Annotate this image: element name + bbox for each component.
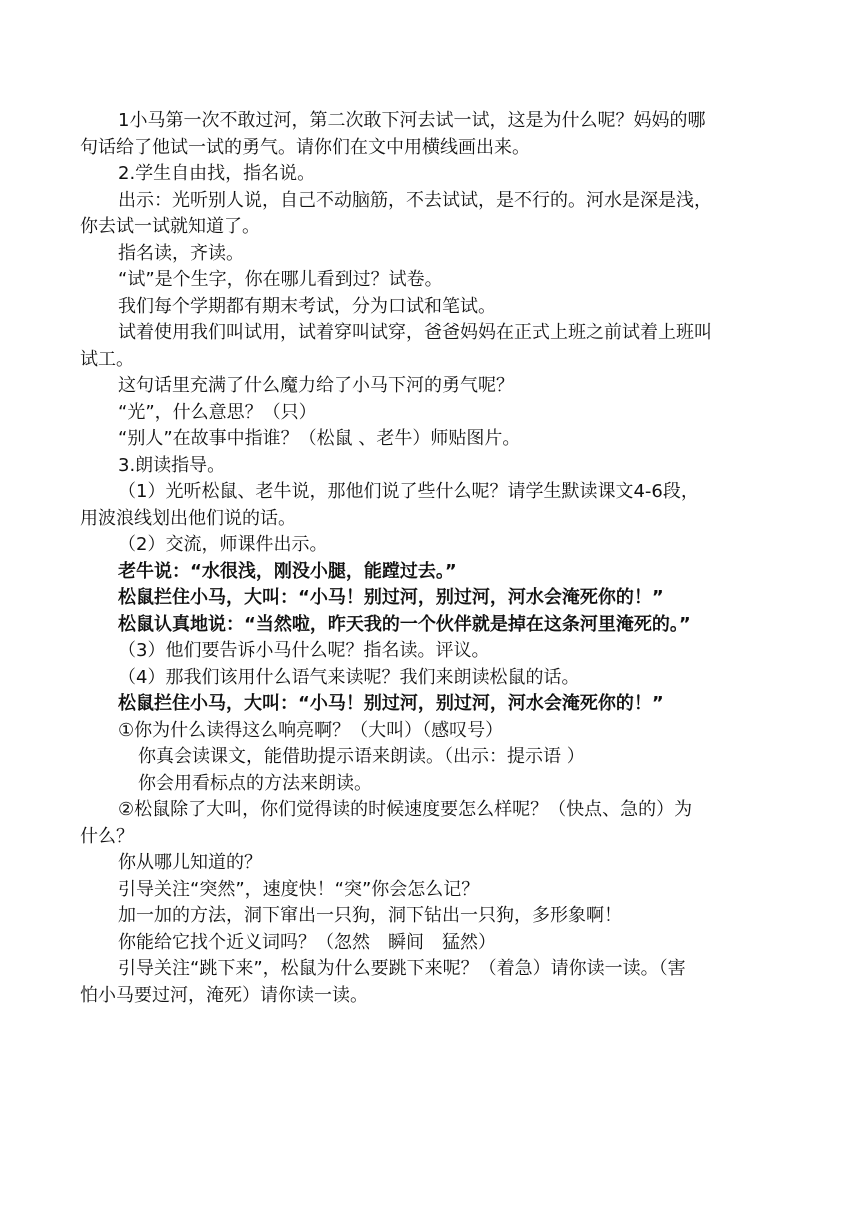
paragraph-12-line-1: （1）光听松鼠、老牛说，那他们说了些什么呢？请学生默读课文4-6段，	[118, 481, 699, 502]
quote-squirrel-serious: 松鼠认真地说：“当然啦，昨天我的一个伙伴就是掉在这条河里淹死的。”	[118, 613, 691, 635]
paragraph-1-line-1: 1小马第一次不敢过河，第二次敢下河去试一试，这是为什么呢？妈妈的哪	[118, 110, 706, 131]
paragraph-5: “试”是个生字，你在哪儿看到过？试卷。	[118, 269, 443, 290]
paragraph-25: 引导关注“突然”，速度快！“突”你会怎么记？	[118, 878, 480, 900]
quote-old-cow: 老牛说：“水很浅，刚没小腿，能蹚过去。”	[118, 560, 457, 582]
paragraph-28-line-2: 怕小马要过河，淹死）请你读一读。	[80, 984, 368, 1006]
paragraph-20: ①你为什么读得这么响亮啊？（大叫）（感叹号）	[118, 719, 504, 741]
paragraph-27: 你能给它找个近义词吗？（忽然 瞬间 猛然）	[118, 931, 496, 953]
paragraph-7-line-2: 试工。	[80, 348, 134, 370]
paragraph-18: （4）那我们该用什么语气来读呢？我们来朗读松鼠的话。	[118, 666, 580, 688]
paragraph-8: 这句话里充满了什么魔力给了小马下河的勇气呢？	[118, 375, 514, 396]
paragraph-22: 你会用看标点的方法来朗读。	[138, 772, 372, 794]
paragraph-3-line-2: 你去试一试就知道了。	[80, 216, 260, 237]
paragraph-23-line-1: ②松鼠除了大叫，你们觉得读的时候速度要怎么样呢？（快点、急的）为	[118, 799, 693, 820]
paragraph-10: “别人”在故事中指谁？（松鼠 、老牛）师贴图片。	[118, 428, 521, 449]
quote-squirrel-shout-repeat: 松鼠拦住小马，大叫：“小马！别过河，别过河，河水会淹死你的！”	[118, 693, 664, 714]
quote-squirrel-shout: 松鼠拦住小马，大叫：“小马！别过河，别过河，河水会淹死你的！”	[118, 587, 664, 608]
paragraph-7-line-1: 试着使用我们叫试用，试着穿叫试穿，爸爸妈妈在正式上班之前试着上班叫	[118, 322, 712, 343]
paragraph-11: 3.朗读指导。	[118, 454, 226, 476]
paragraph-3-line-1: 出示：光听别人说，自己不动脑筋，不去试试，是不行的。河水是深是浅，	[118, 189, 712, 211]
paragraph-24: 你从哪儿知道的？	[118, 852, 262, 873]
paragraph-21: 你真会读课文，能借助提示语来朗读。（出示：提示语 ）	[138, 746, 585, 767]
paragraph-12-line-2: 用波浪线划出他们说的话。	[80, 507, 296, 529]
paragraph-2: 2.学生自由找，指名说。	[118, 163, 316, 184]
paragraph-1-line-2: 句话给了他试一试的勇气。请你们在文中用横线画出来。	[80, 136, 530, 158]
paragraph-9: “光”，什么意思？（只）	[118, 401, 317, 423]
paragraph-17: （3）他们要告诉小马什么呢？指名读。评议。	[118, 640, 490, 661]
paragraph-28-line-1: 引导关注“跳下来”，松鼠为什么要跳下来呢？（着急）请你读一读。（害	[118, 958, 686, 979]
paragraph-13: （2）交流，师课件出示。	[118, 534, 328, 555]
document-body	[80, 108, 788, 1009]
paragraph-6: 我们每个学期都有期末考试，分为口试和笔试。	[118, 295, 496, 317]
paragraph-26: 加一加的方法，洞下窜出一只狗，洞下钻出一只狗，多形象啊！	[118, 905, 622, 926]
paragraph-4: 指名读，齐读。	[118, 242, 244, 264]
paragraph-23-line-2: 什么？	[80, 825, 134, 847]
